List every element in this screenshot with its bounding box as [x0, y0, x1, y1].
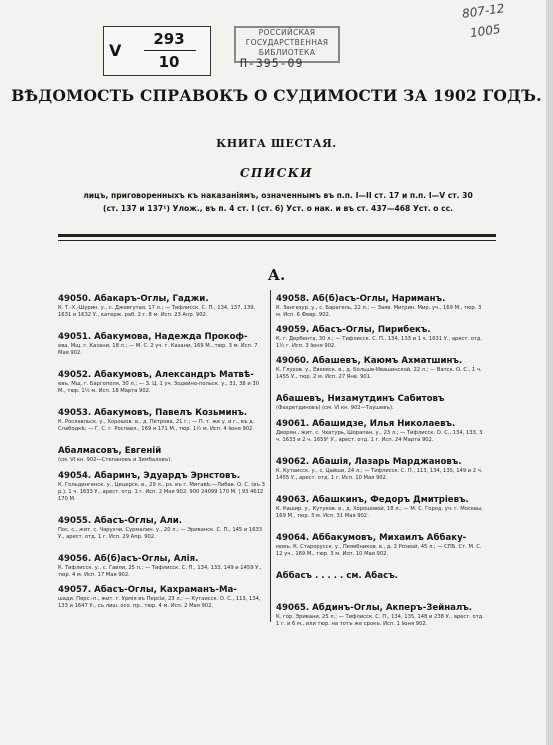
entry-heading: 49053. Абакумовъ, Павелъ Козьминъ.	[58, 408, 248, 418]
entry-text: К. Глухов. у., Евеевск. в., д. Больше-Ивашинской, 22 л.; — Ватск. О. С., 1 ч. 1455 У., тюр. 2 м. Исп. 27 Янв. 901.	[276, 367, 482, 380]
list-item	[58, 554, 268, 585]
entry-text: К. Т.-Х.-Шурин. у., с. Джевгутая, 17 л.; — Тифлисск. С. П., 134, 137, 139, 1631 и 1632 У., катерж. раб. 2 г. 8 м. Исп. 23 Апр. 902.	[58, 305, 256, 318]
code-letter: V	[109, 41, 122, 60]
entry-heading: 49062. Абашія, Лазарь Марджановъ.	[276, 457, 462, 467]
right-column	[276, 294, 486, 582]
entry-text: (Фахретдиновъ) (см. VI кн. 902—Таушевъ).	[276, 405, 394, 411]
list-item	[58, 370, 268, 408]
margin-note-top-1: 807-12	[461, 1, 506, 21]
left-column	[58, 294, 268, 623]
list-item	[58, 332, 268, 370]
list-item	[276, 457, 486, 495]
document-title: ВѢДОМОСТЬ СПРАВОКЪ О СУДИМОСТИ ЗА 1902 ГОДЪ.	[11, 86, 542, 105]
entry-heading: 49061. Абашидзе, Илья Николаевъ.	[276, 419, 456, 429]
margin-note-top-2: 1005	[469, 21, 502, 41]
entry-heading: 49051. Абакумова, Надежда Прокоф-	[58, 332, 248, 342]
lists-heading: СПИСКИ	[239, 166, 314, 180]
list-item	[276, 495, 486, 533]
subtitle-line-1: лицъ, приговоренныхъ къ наказаніямъ, означеннымъ въ п.п. I—II ст. 17 и п.п. I—V ст. 30	[83, 191, 473, 200]
entry-text: К. гор. Эривани, 25 л.; — Тифлисск. С. П., 134, 135, 148 и 238 У., арест. отд. 1 г. и 6 м., или тюр. на тотъ же срокъ. Исп. 1 Іюня 902.	[276, 614, 484, 627]
list-item	[276, 571, 486, 582]
code-numerator: 293	[153, 30, 185, 48]
list-item	[276, 325, 486, 356]
entry-heading: 49057. Абасъ-Оглы, Кахраманъ-Ма-	[58, 585, 237, 595]
thick-rule	[58, 234, 496, 237]
entry-text: К. Гольдингенск. у., Цецерск. в., 29 л., рз. въ г. Митавѣ;—Либав. О. С. (въ 3 р.), 1 ч. 1633 У., арест. отд. 1 г. Исп. 2 Мая 902. 900 24099 170 М. | 93 4612 170 М.	[58, 482, 265, 502]
entry-text: (см. VI кн. 902—Степановъ и Зимбаловъ).	[58, 457, 172, 463]
entry-text: К. Тифлисск. у., с. Гавли, 25 л.; — Тифлисск. С. П., 134, 133, 149 и 1459 У., тюр. 4 м. Исп. 17 Мая 902.	[58, 565, 262, 578]
entry-text: ева. Мщ. г. Казани, 18 л.; — М. С. 2 уч. г. Казани, 169 М., тюр. 3 м. Исп. 7 Мая 902.	[58, 343, 258, 356]
list-item	[58, 294, 268, 332]
entry-heading: 49060. Абашевъ, Каюмъ Ахматшинъ.	[276, 356, 463, 366]
entry-heading: Абалмасовъ, Евгеній	[58, 446, 162, 456]
list-item	[58, 516, 268, 554]
list-item	[58, 471, 268, 516]
book-label: КНИГА ШЕСТАЯ.	[216, 137, 337, 150]
entry-heading: 49064. Аббакумовъ, Михаилъ Аббаку-	[276, 533, 467, 543]
stamp-line-2: ГОСУДАРСТВЕННАЯ	[245, 38, 329, 47]
list-item	[276, 394, 486, 419]
entry-text: шади. Перс.-п., жит. г. Урмія въ Персіи, 23 л.; — Кутаисск. О. С., 113, 134, 133 и 1647 У., съ лиш. осо. пр., тюр. 4 м. Исп. 2 Мая 902.	[58, 596, 261, 609]
inventory-number: П-395-09	[240, 56, 304, 70]
entry-heading: 49055. Абасъ-Оглы, Али.	[58, 516, 183, 526]
library-code-box	[103, 26, 211, 76]
entry-text: К. г. Дербента, 30 л.; — Тифлисск. С. П., 134, 133 и 1 ч. 1631 У., арест. отд. 1½ г. Исп. 3 Іюня 902.	[276, 336, 483, 349]
list-item	[276, 356, 486, 394]
stamp-line-1: РОССИЙСКАЯ	[258, 28, 316, 37]
entry-text: евъ. Мщ. г. Баргополя, 30 л.; — З. Ц. 1 уч. Зодейно-польск. у., 31, 38 и 30 М., тюр. 1½ м. Исп. 18 Марта 902.	[58, 381, 259, 394]
list-item	[276, 533, 486, 571]
subtitle-line-2: (ст. 137 и 137¹) Улож., въ п. 4 ст. I (ст. 6) Уст. о нак. и въ ст. 437—468 Уст. о сс.	[102, 204, 454, 213]
page-edge	[546, 0, 553, 745]
list-item	[58, 446, 268, 471]
entry-heading: 49058. Аб(б)асъ-Оглы, Нариманъ.	[276, 294, 446, 304]
entry-text: К. Кашир. у., Кутуков. в., д. Хорошовой, 18 л.; — М. С. Город. уч. г. Москвы, 169 М., тюр. 3 м. Исп. 31 Мая 902.	[276, 506, 483, 519]
entry-heading: Абашевъ, Низамутдинъ Сабитовъ	[276, 394, 445, 404]
entry-text: К. Рославльск. у., Хорошов. в., д. Петрова, 21 г.; — П. т. же у. и г., въ д. Слабодкѣ; — Г. С. г. Рославл., 169 и 171 М., тюр. 1½ м. Исп. 4 Іюня 902.	[58, 419, 255, 432]
stamp-line-3: БИБЛИОТЕКА	[258, 48, 316, 57]
entry-heading: 49054. Абаринъ, Эдуардъ Эрнстовъ.	[58, 471, 241, 481]
entry-text: К. Зангезур. у., с. Барагель, 22 л.; — Заяв. Мигрин. Мир. уч., 169 М., тюр. 3 м. Исп. 6 Февр. 902.	[276, 305, 482, 318]
thin-rule	[58, 240, 496, 241]
code-fraction-line	[144, 50, 196, 51]
entry-heading: 49056. Аб(б)асъ-Оглы, Алія.	[58, 554, 199, 564]
entry-text: К. Кутаисск. у., с. Цайши, 24 л.; — Тифлисск. С. П., 113, 134, 135, 149 и 2 ч. 1455 У., арест. отд. 1 г. Исп. 10 Мая 902.	[276, 468, 483, 481]
entry-heading: 49065. Абдинъ-Оглы, Акперъ-Зейналъ.	[276, 603, 472, 613]
list-item	[58, 408, 268, 446]
column-divider	[270, 290, 271, 622]
section-letter: А.	[267, 266, 286, 284]
entry-heading: 49059. Абасъ-Оглы, Пирибекъ.	[276, 325, 431, 335]
list-item	[58, 585, 268, 623]
code-denominator: 10	[158, 53, 180, 71]
entry-text: Дворян., жит. с. Чхатурь, Шорапан. у., 23 л.; — Тифлисск. О. С., 134, 133, 3 ч. 1633 и 2 ч. 1659¹ У., арест. отд. 1 г. Исп. 24 Марта 902.	[276, 430, 483, 443]
entry-heading: 49063. Абашкинъ, Федоръ Дмитріевъ.	[276, 495, 469, 505]
entry-text: мовъ. К. Старорусск. у., Пеяебников. в., д. 2 Розвой, 45 л.; — СПБ. Ст. М. С. 12 уч., 169 М., тюр. 3 м. Исп. 10 Мая 902.	[276, 544, 482, 557]
entry-text: Пос. с., жит. с. Чарухчи, Сурмалин. у., 20 л.; — Эриванск. С. П., 145 и 1633 У., арест. отд. 1 г. Исп. 29 Апр. 902.	[58, 527, 263, 540]
entry-heading: Аббасъ . . . . . см. Абасъ.	[276, 571, 398, 581]
entry-heading: 49052. Абакумовъ, Александръ Матвѣ-	[58, 370, 254, 380]
entry-heading: 49050. Абакаръ-Оглы, Гаджи.	[58, 294, 209, 304]
list-item	[276, 294, 486, 325]
list-item	[276, 419, 486, 457]
last-entry	[276, 603, 486, 641]
